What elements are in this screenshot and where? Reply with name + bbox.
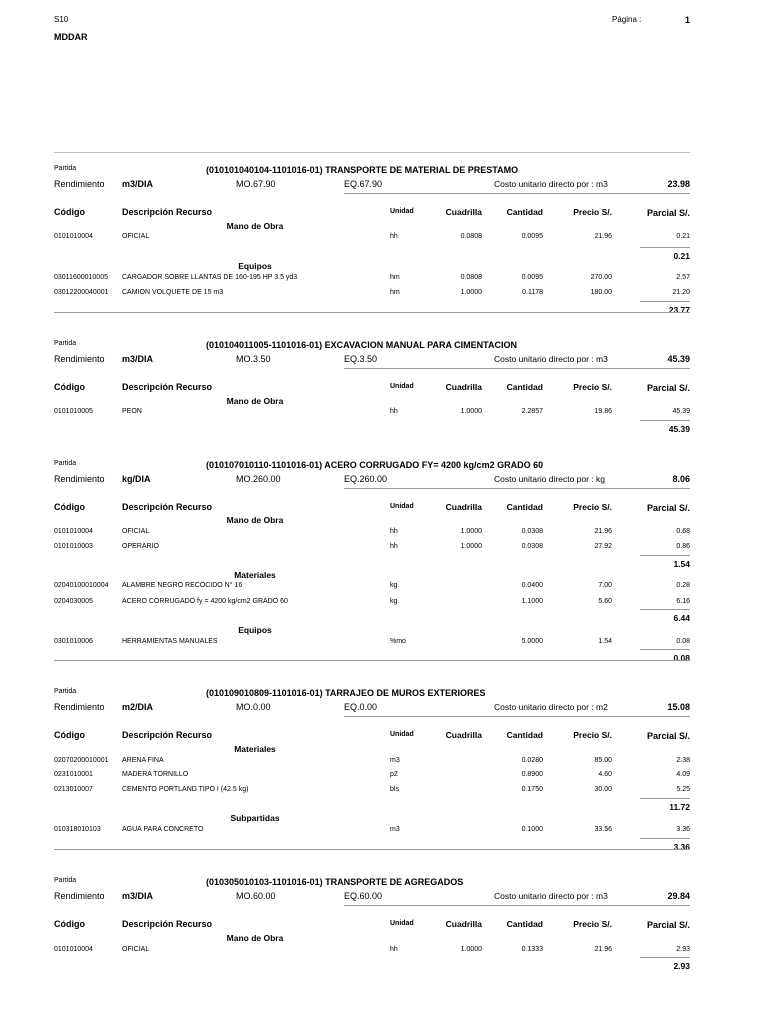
costo-value: 45.39 (667, 354, 690, 364)
row-unit: p2 (390, 771, 398, 778)
rendimiento-unit: m2/DIA (122, 702, 154, 712)
row-code: 0101010004 (54, 233, 93, 240)
row-unit: %mo (390, 638, 406, 645)
costo-underline (344, 488, 690, 489)
mo-value: MO.67.90 (236, 179, 276, 189)
rendimiento-label: Rendimiento (54, 891, 105, 901)
row-parcial: 2.93 (676, 946, 690, 953)
row-cantidad: 5.0000 (521, 638, 543, 645)
row-unit: bls (390, 786, 399, 793)
row-cantidad: 0.0400 (521, 582, 543, 589)
rendimiento-label: Rendimiento (54, 354, 105, 364)
col-cantidad: Cantidad (506, 730, 543, 740)
row-description: OFICIAL (122, 528, 150, 535)
total-line (640, 649, 690, 650)
row-cuadrilla: 0.0808 (460, 233, 482, 240)
group-heading: Equipos (238, 261, 272, 271)
costo-value: 8.06 (672, 474, 690, 484)
row-description: CARGADOR SOBRE LLANTAS DE 160-195 HP 3.5 yd3 (122, 274, 298, 281)
page-number: 1 (684, 15, 690, 25)
eq-value: EQ.67.90 (344, 179, 383, 189)
mo-value: MO.260.00 (236, 474, 281, 484)
costo-underline (344, 716, 690, 717)
costo-underline (344, 193, 690, 194)
row-cantidad: 0.0095 (521, 233, 543, 240)
row-parcial: 0.28 (676, 582, 690, 589)
group-subtotal: 1.54 (673, 559, 690, 569)
mo-value: MO.0.00 (236, 702, 271, 712)
partida-title: (010101040104-1101016-01) TRANSPORTE DE MATERIAL DE PRESTAMO (206, 165, 519, 175)
row-cuadrilla: 0.0808 (460, 274, 482, 281)
costo-label: Costo unitario directo por : kg (494, 474, 606, 484)
group-heading: Mano de Obra (226, 515, 284, 525)
row-parcial: 6.16 (676, 598, 690, 605)
rendimiento-unit: kg/DIA (122, 474, 151, 484)
col-cuadrilla: Cuadrilla (445, 207, 482, 217)
rendimiento-label: Rendimiento (54, 702, 105, 712)
partida-label: Partida (54, 165, 77, 172)
row-unit: hh (390, 543, 398, 550)
row-cantidad: 0.0280 (521, 757, 543, 764)
row-precio: 85.00 (594, 757, 612, 764)
row-cantidad: 0.1000 (521, 826, 543, 833)
group-heading: Materiales (234, 570, 276, 580)
row-cuadrilla: 1.0000 (460, 408, 482, 415)
col-cantidad: Cantidad (506, 502, 543, 512)
row-description: OFICIAL (122, 946, 150, 953)
rendimiento-unit: m3/DIA (122, 179, 154, 189)
partida-divider (54, 849, 690, 850)
company-name: MDDAR (54, 32, 88, 42)
col-cantidad: Cantidad (506, 919, 543, 929)
col-descripcion: Descripción Recurso (122, 730, 213, 740)
row-cantidad: 0.0095 (521, 274, 543, 281)
row-cuadrilla: 1.0000 (460, 946, 482, 953)
row-parcial: 0.86 (676, 543, 690, 550)
costo-label: Costo unitario directo por : m3 (494, 179, 608, 189)
row-description: OPERARIO (122, 543, 159, 550)
costo-underline (344, 905, 690, 906)
col-cuadrilla: Cuadrilla (445, 730, 482, 740)
row-unit: hh (390, 528, 398, 535)
partida-divider (54, 660, 690, 661)
row-cantidad: 2.2857 (521, 408, 543, 415)
report-code: S10 (54, 15, 69, 24)
group-heading: Subpartidas (230, 813, 280, 823)
col-unidad: Unidad (390, 383, 414, 390)
row-parcial: 0.68 (676, 528, 690, 535)
row-code: 02070200010001 (54, 757, 109, 764)
col-codigo: Código (54, 502, 85, 512)
partida-title: (010104011005-1101016-01) EXCAVACION MANUAL PARA CIMENTACION (206, 340, 517, 350)
row-cantidad: 1.1000 (521, 598, 543, 605)
mo-value: MO.60.00 (236, 891, 276, 901)
row-code: 0213010007 (54, 786, 93, 793)
row-description: MADERA TORNILLO (122, 771, 189, 778)
col-precio: Precio S/. (573, 730, 612, 740)
col-codigo: Código (54, 207, 85, 217)
row-precio: 5.60 (598, 598, 612, 605)
partida-total: 2.93 (673, 961, 690, 971)
row-code: 0101010005 (54, 408, 93, 415)
group-heading: Mano de Obra (226, 933, 284, 943)
partida-total: 0.08 (673, 653, 690, 663)
costo-value: 23.98 (667, 179, 690, 189)
row-unit: hh (390, 408, 398, 415)
row-unit: hm (390, 274, 400, 281)
col-parcial: Parcial S/. (646, 731, 690, 741)
partida-title: (010109010809-1101016-01) TARRAJEO DE MUROS EXTERIORES (206, 688, 486, 698)
row-precio: 1.54 (598, 638, 612, 645)
row-unit: m3 (390, 826, 400, 833)
group-subtotal: 11.72 (669, 802, 690, 812)
row-parcial: 0.21 (676, 233, 690, 240)
row-parcial: 0.08 (676, 638, 690, 645)
col-cuadrilla: Cuadrilla (445, 502, 482, 512)
eq-value: EQ.3.50 (344, 354, 378, 364)
row-description: ARENA FINA (122, 757, 164, 764)
row-description: CAMION VOLQUETE DE 15 m3 (122, 289, 224, 296)
row-parcial: 2.38 (676, 757, 690, 764)
row-parcial: 2.57 (676, 274, 690, 281)
row-precio: 27.92 (594, 543, 612, 550)
row-code: 0101010004 (54, 946, 93, 953)
row-cuadrilla: 1.0000 (460, 289, 482, 296)
total-line (640, 301, 690, 302)
col-precio: Precio S/. (573, 382, 612, 392)
row-cantidad: 0.8900 (521, 771, 543, 778)
row-description: ACERO CORRUGADO fy = 4200 kg/cm2 GRADO 60 (122, 598, 288, 605)
mo-value: MO.3.50 (236, 354, 271, 364)
partida-label: Partida (54, 340, 77, 347)
col-descripcion: Descripción Recurso (122, 502, 213, 512)
row-unit: kg (390, 582, 398, 589)
row-cantidad: 0.1333 (521, 946, 543, 953)
rendimiento-unit: m3/DIA (122, 891, 154, 901)
partida-total: 23.77 (668, 305, 690, 315)
row-code: 0204030005 (54, 598, 93, 605)
row-precio: 30.00 (594, 786, 612, 793)
row-precio: 21.96 (594, 946, 612, 953)
eq-value: EQ.0.00 (344, 702, 378, 712)
group-subtotal: 6.44 (673, 613, 690, 623)
row-unit: kg (390, 598, 398, 605)
col-parcial: Parcial S/. (646, 503, 690, 513)
row-unit: hh (390, 946, 398, 953)
row-code: 0301010006 (54, 638, 93, 645)
row-description: OFICIAL (122, 233, 150, 240)
group-subtotal: 0.21 (673, 251, 690, 261)
partida-title: (010305010103-1101016-01) TRANSPORTE DE AGREGADOS (206, 877, 464, 887)
row-precio: 21.96 (594, 528, 612, 535)
row-parcial: 4.09 (676, 771, 690, 778)
group-heading: Mano de Obra (226, 396, 284, 406)
rendimiento-label: Rendimiento (54, 474, 105, 484)
eq-value: EQ.60.00 (344, 891, 383, 901)
partida-total: 3.36 (673, 842, 690, 852)
costo-label: Costo unitario directo por : m3 (494, 891, 608, 901)
col-cuadrilla: Cuadrilla (445, 919, 482, 929)
row-cantidad: 0.1750 (521, 786, 543, 793)
row-description: CEMENTO PORTLAND TIPO I (42.5 kg) (122, 786, 249, 793)
row-precio: 7.00 (598, 582, 612, 589)
col-codigo: Código (54, 382, 85, 392)
col-unidad: Unidad (390, 920, 414, 927)
col-cantidad: Cantidad (506, 382, 543, 392)
costo-value: 15.08 (667, 702, 690, 712)
row-parcial: 5.25 (676, 786, 690, 793)
col-descripcion: Descripción Recurso (122, 382, 213, 392)
col-parcial: Parcial S/. (646, 383, 690, 393)
header-divider (54, 152, 690, 153)
total-line (640, 838, 690, 839)
row-precio: 270.00 (590, 274, 612, 281)
subtotal-line (640, 609, 690, 610)
group-heading: Mano de Obra (226, 221, 284, 231)
row-precio: 4.60 (598, 771, 612, 778)
col-descripcion: Descripción Recurso (122, 919, 213, 929)
subtotal-line (640, 555, 690, 556)
row-parcial: 21.20 (672, 289, 690, 296)
costo-label: Costo unitario directo por : m3 (494, 354, 608, 364)
col-unidad: Unidad (390, 731, 414, 738)
row-unit: m3 (390, 757, 400, 764)
subtotal-line (640, 247, 690, 248)
row-unit: hm (390, 289, 400, 296)
partida-label: Partida (54, 688, 77, 695)
row-unit: hh (390, 233, 398, 240)
costo-value: 29.84 (667, 891, 690, 901)
col-precio: Precio S/. (573, 919, 612, 929)
row-code: 0101010003 (54, 543, 93, 550)
row-code: 0101010004 (54, 528, 93, 535)
total-line (640, 957, 690, 958)
row-code: 02040100010004 (54, 582, 109, 589)
row-code: 010318010103 (54, 826, 101, 833)
group-heading: Materiales (234, 744, 276, 754)
row-cantidad: 0.0308 (521, 528, 543, 535)
partida-divider (54, 312, 690, 313)
col-parcial: Parcial S/. (646, 920, 690, 930)
col-unidad: Unidad (390, 208, 414, 215)
group-heading: Equipos (238, 625, 272, 635)
rendimiento-unit: m3/DIA (122, 354, 154, 364)
row-code: 0231010001 (54, 771, 93, 778)
eq-value: EQ.260.00 (344, 474, 388, 484)
partida-total: 45.39 (668, 424, 690, 434)
partida-title: (010107010110-1101016-01) ACERO CORRUGADO FY= 4200 kg/cm2 GRADO 60 (206, 460, 544, 470)
row-description: ALAMBRE NEGRO RECOCIDO N° 16 (122, 582, 243, 589)
row-cuadrilla: 1.0000 (460, 528, 482, 535)
row-description: HERRAMIENTAS MANUALES (122, 638, 218, 645)
col-precio: Precio S/. (573, 207, 612, 217)
costo-underline (344, 368, 690, 369)
rendimiento-label: Rendimiento (54, 179, 105, 189)
row-description: PEON (122, 408, 142, 415)
row-precio: 21.96 (594, 233, 612, 240)
row-parcial: 3.36 (676, 826, 690, 833)
col-cantidad: Cantidad (506, 207, 543, 217)
row-code: 03011600010005 (54, 274, 108, 281)
costo-label: Costo unitario directo por : m2 (494, 702, 608, 712)
row-precio: 33.56 (594, 826, 612, 833)
row-cuadrilla: 1.0000 (460, 543, 482, 550)
col-codigo: Código (54, 730, 85, 740)
col-cuadrilla: Cuadrilla (445, 382, 482, 392)
row-cantidad: 0.1178 (522, 289, 543, 296)
partida-label: Partida (54, 877, 77, 884)
col-precio: Precio S/. (573, 502, 612, 512)
row-description: AGUA PARA CONCRETO (122, 826, 204, 833)
page-label: Página : (612, 15, 642, 24)
row-precio: 180.00 (590, 289, 612, 296)
col-codigo: Código (54, 919, 85, 929)
col-parcial: Parcial S/. (646, 208, 690, 218)
row-code: 03012200040001 (54, 289, 109, 296)
row-cantidad: 0.0308 (521, 543, 543, 550)
partida-label: Partida (54, 460, 77, 467)
col-descripcion: Descripción Recurso (122, 207, 213, 217)
total-line (640, 420, 690, 421)
row-parcial: 45.39 (672, 408, 690, 415)
subtotal-line (640, 798, 690, 799)
col-unidad: Unidad (390, 503, 414, 510)
row-precio: 19.86 (594, 408, 612, 415)
